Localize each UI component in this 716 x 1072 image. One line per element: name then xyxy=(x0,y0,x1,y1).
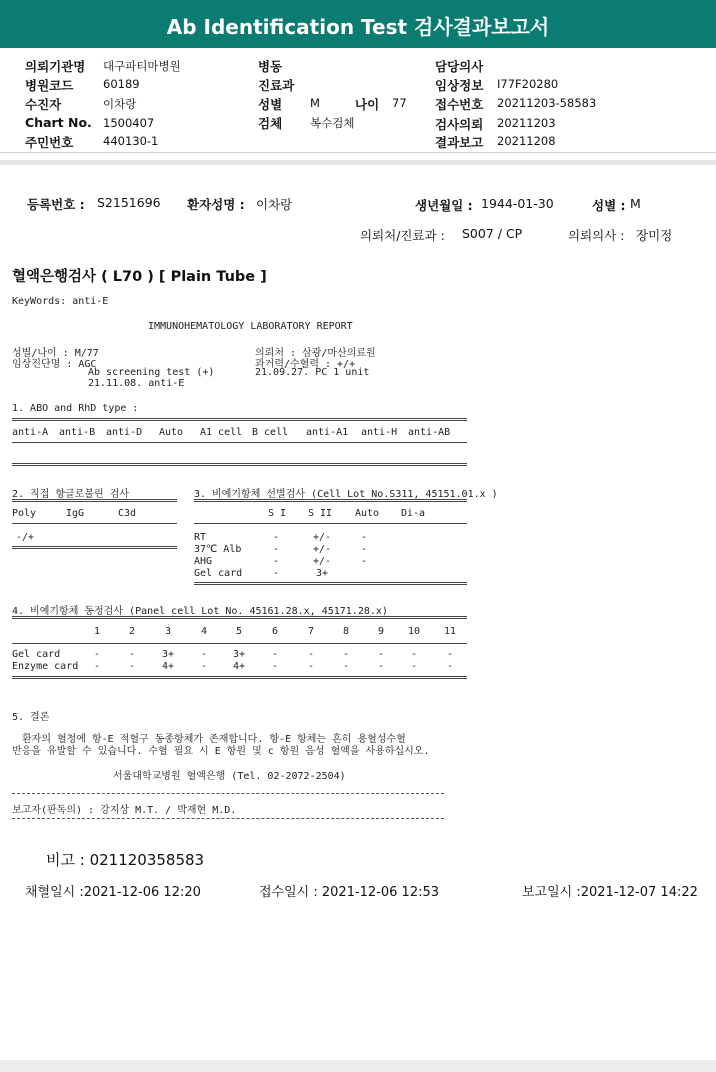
s1-header-anti-d: anti-D xyxy=(106,427,143,438)
header-value-patient: 이차랑 xyxy=(103,97,137,111)
s4-col-header: 10 xyxy=(407,626,421,637)
header-label-request-date: 검사의뢰 xyxy=(435,117,484,132)
header-value-request-date: 20211203 xyxy=(497,116,556,130)
header-value-hospital-code: 60189 xyxy=(103,77,140,91)
s4-cell: - xyxy=(93,661,101,672)
section-5-title: 5. 결론 xyxy=(12,712,50,723)
s4-cell: - xyxy=(377,649,385,660)
header-value-specimen: 복수검체 xyxy=(310,116,355,130)
s4-cell: - xyxy=(307,649,315,660)
header-value-age: 77 xyxy=(392,96,407,110)
s3-cell: - xyxy=(360,544,368,555)
header-value-clinical-info: I77F20280 xyxy=(497,77,559,91)
s4-cell: - xyxy=(446,649,454,660)
header-value-sex: M xyxy=(310,96,320,110)
s3-mid-rule xyxy=(194,523,467,524)
header-label-sex: 성별 xyxy=(258,97,283,112)
patient-name-label: 환자성명 : xyxy=(187,197,245,212)
s3-header-di-a: Di-a xyxy=(401,508,426,519)
s4-cell: - xyxy=(410,661,418,672)
s4-cell: - xyxy=(93,649,101,660)
s3-cell: - xyxy=(272,568,280,579)
s2-bottom-rule xyxy=(12,546,177,549)
reporter-top-rule xyxy=(12,793,444,794)
s1-header-anti-a1: anti-A1 xyxy=(306,427,349,438)
header-label-resident-no: 주민번호 xyxy=(25,135,74,150)
draw-time: 채혈일시 :2021-12-06 12:20 xyxy=(25,885,201,900)
s3-bottom-rule xyxy=(194,582,467,585)
header-label-age: 나이 xyxy=(355,97,380,112)
s4-col-header: 6 xyxy=(271,626,279,637)
s4-col-header: 9 xyxy=(377,626,385,637)
s3-cell: +/- xyxy=(312,556,332,567)
note: 비고 : 021120358583 xyxy=(46,851,205,869)
s1-header-b-cell: B cell xyxy=(252,427,289,438)
referring-dept-label: 의뢰처/진료과 : xyxy=(360,228,445,243)
s4-col-header: 2 xyxy=(128,626,136,637)
s1-header-a1-cell: A1 cell xyxy=(200,427,243,438)
s3-row-label: 37℃ Alb xyxy=(194,544,242,555)
diagnosis-line-3: 21.11.08. anti-E xyxy=(88,378,185,389)
section-3-title: 3. 비예기항체 선별검사 (Cell Lot No.S311, 45151.01.x ) xyxy=(194,489,498,500)
patient-sex-label: 성별 : xyxy=(592,198,626,213)
s4-cell: - xyxy=(410,649,418,660)
receive-time: 접수일시 : 2021-12-06 12:53 xyxy=(259,885,440,900)
s4-col-header: 4 xyxy=(200,626,208,637)
history-line: 과거력/수혈력 : +/+ xyxy=(255,359,356,370)
section-title: 혈액은행검사 ( L70 ) [ Plain Tube ] xyxy=(12,269,267,285)
report-heading: IMMUNOHEMATOLOGY LABORATORY REPORT xyxy=(148,321,353,332)
header-divider-band xyxy=(0,160,716,165)
keywords: KeyWords: anti-E xyxy=(12,296,109,307)
header-value-accession-no: 20211203-58583 xyxy=(497,96,597,110)
referring-dept-value: S007 / CP xyxy=(462,226,523,241)
s1-header-anti-a: anti-A xyxy=(12,427,49,438)
s4-cell: - xyxy=(128,649,136,660)
diagnosis-line-2: Ab screening test (+) xyxy=(88,367,215,378)
s2-header-c3d: C3d xyxy=(118,508,137,519)
header-label-chart-no: Chart No. xyxy=(25,115,92,130)
header-label-report-date: 결과보고 xyxy=(435,135,484,150)
report-time: 보고일시 :2021-12-07 14:22 xyxy=(522,885,698,900)
header-label-patient: 수진자 xyxy=(25,97,62,112)
s4-col-header: 1 xyxy=(93,626,101,637)
reporter-bottom-rule xyxy=(12,818,444,819)
s3-cell: +/- xyxy=(312,544,332,555)
sex-age-line: 성별/나이 : M/77 xyxy=(12,348,99,359)
header-label-ward: 병동 xyxy=(258,59,283,74)
s4-top-rule xyxy=(12,616,467,619)
header-label-doctor: 담당의사 xyxy=(435,59,484,74)
conclusion-line-1: 환자의 혈청에 항-E 적혈구 동종항체가 존재합니다. 항-E 항체는 흔히 용혈성수혈 xyxy=(22,734,406,745)
dob-value: 1944-01-30 xyxy=(481,196,554,211)
s1-mid-rule xyxy=(12,442,467,443)
s4-col-header: 8 xyxy=(342,626,350,637)
s3-cell: - xyxy=(272,556,280,567)
s3-row-label: Gel card xyxy=(194,568,243,579)
s3-top-rule xyxy=(194,499,467,502)
referrer-line: 의뢰처 : 삼광/마산의료원 xyxy=(255,348,376,359)
section-1-title: 1. ABO and RhD type : xyxy=(12,403,139,414)
s2-top-rule xyxy=(12,499,177,502)
header-divider xyxy=(0,152,716,153)
s3-cell: +/- xyxy=(312,532,332,543)
header-value-chart-no: 1500407 xyxy=(103,116,155,130)
reg-no-value: S2151696 xyxy=(97,195,161,210)
s1-header-auto: Auto xyxy=(159,427,184,438)
conclusion-line-2: 반응을 유발할 수 있습니다. 수혈 필요 시 E 항원 및 c 항원 음성 혈액을 사용하십시오. xyxy=(12,746,430,757)
s4-cell: - xyxy=(377,661,385,672)
header-value-institution: 대구파티마병원 xyxy=(103,59,181,73)
s4-cell: - xyxy=(446,661,454,672)
diagnosis-line: 임상진단명 : AGC xyxy=(12,359,97,370)
section-4-title: 4. 비예기항체 동정검사 (Panel cell Lot No. 45161.28.x, 45171.28.x) xyxy=(12,606,388,617)
s3-header-auto: Auto xyxy=(355,508,380,519)
s4-cell: - xyxy=(200,661,208,672)
header-value-resident-no: 440130-1 xyxy=(103,134,159,148)
section-2-title: 2. 직접 항글로불린 검사 xyxy=(12,489,130,500)
s1-header-anti-h: anti-H xyxy=(361,427,398,438)
s3-cell: - xyxy=(272,544,280,555)
s3-header-s1: S I xyxy=(268,508,287,519)
referring-doctor-label: 의뢰의사 : xyxy=(568,228,625,243)
s4-cell: - xyxy=(342,661,350,672)
s4-row-label: Enzyme card xyxy=(12,661,79,672)
s4-cell: - xyxy=(307,661,315,672)
s4-cell: 3+ xyxy=(161,649,175,660)
referring-doctor-value: 장미정 xyxy=(636,228,673,243)
s4-bottom-rule xyxy=(12,676,467,679)
patient-sex-value: M xyxy=(630,196,641,211)
header-label-accession-no: 접수번호 xyxy=(435,97,484,112)
s4-cell: 4+ xyxy=(161,661,175,672)
s4-cell: - xyxy=(271,649,279,660)
s1-bottom-rule xyxy=(12,463,467,466)
s2-mid-rule xyxy=(12,523,177,524)
header-label-hospital-code: 병원코드 xyxy=(25,78,74,93)
page-bottom-band xyxy=(0,1060,716,1072)
s4-row-label: Gel card xyxy=(12,649,61,660)
s2-header-igg: IgG xyxy=(66,508,85,519)
s4-mid-rule xyxy=(12,643,467,644)
header-label-dept: 진료과 xyxy=(258,78,295,93)
s3-row-label: RT xyxy=(194,532,207,543)
s4-col-header: 5 xyxy=(235,626,243,637)
history-line-2: 21.09.27. PC 1 unit xyxy=(255,367,370,378)
s4-col-header: 7 xyxy=(307,626,315,637)
header-label-specimen: 검체 xyxy=(258,116,283,131)
header-value-report-date: 20211208 xyxy=(497,134,556,148)
s3-cell: - xyxy=(360,556,368,567)
s4-col-header: 11 xyxy=(443,626,457,637)
s4-cell: - xyxy=(128,661,136,672)
s2-header-poly: Poly xyxy=(12,508,37,519)
reporter-line: 보고자(판독의) : 강지상 M.T. / 박재현 M.D. xyxy=(12,805,237,816)
s2-value-poly: -/+ xyxy=(16,532,35,543)
header-label-clinical-info: 임상정보 xyxy=(435,78,484,93)
s3-cell: - xyxy=(360,532,368,543)
lab-contact: 서울대학교병원 혈액은행 (Tel. 02-2072-2504) xyxy=(113,771,346,782)
s4-col-header: 3 xyxy=(164,626,172,637)
s1-header-anti-ab: anti-AB xyxy=(408,427,451,438)
patient-name-value: 이차랑 xyxy=(256,197,293,212)
s3-row-label: AHG xyxy=(194,556,213,567)
s4-cell: - xyxy=(342,649,350,660)
s3-cell: 3+ xyxy=(315,568,329,579)
reg-no-label: 등록번호 : xyxy=(27,197,85,212)
s4-cell: - xyxy=(200,649,208,660)
s4-cell: 4+ xyxy=(232,661,246,672)
report-title: Ab Identification Test 검사결과보고서 xyxy=(166,15,550,39)
s3-header-s2: S II xyxy=(308,508,333,519)
dob-label: 생년월일 : xyxy=(415,198,473,213)
header-label-institution: 의뢰기관명 xyxy=(25,59,86,74)
s3-cell: - xyxy=(272,532,280,543)
s1-header-anti-b: anti-B xyxy=(59,427,96,438)
s4-cell: - xyxy=(271,661,279,672)
s1-top-rule xyxy=(12,418,467,421)
s4-cell: 3+ xyxy=(232,649,246,660)
